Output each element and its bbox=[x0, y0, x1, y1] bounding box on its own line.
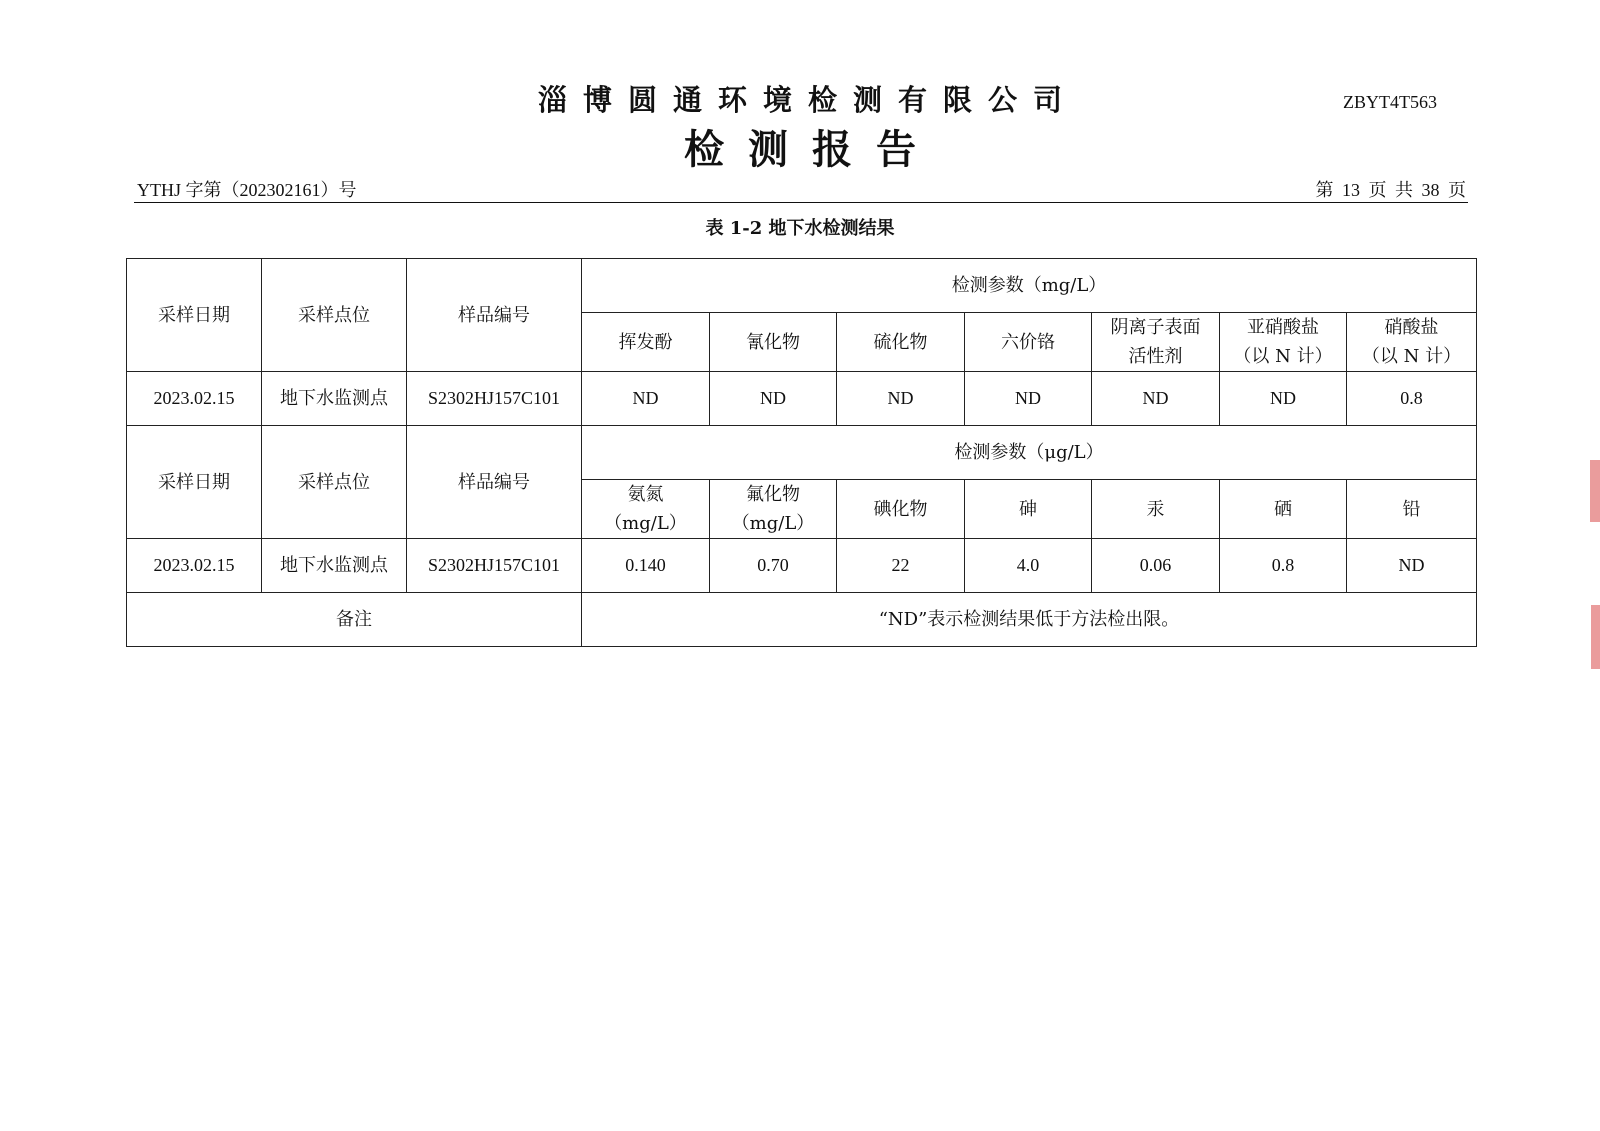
table-row bbox=[127, 539, 1477, 593]
remarks-row bbox=[127, 593, 1477, 647]
sampling-date: 2023.02.15 bbox=[127, 372, 262, 426]
parameter-header: 挥发酚 bbox=[582, 313, 710, 372]
parameter-header: 砷 bbox=[965, 480, 1092, 539]
parameter-header: 氨氮 （mg/L） bbox=[582, 480, 710, 539]
header-sample-number: 样品编号 bbox=[407, 426, 582, 539]
header-sampling-date: 采样日期 bbox=[127, 426, 262, 539]
remarks-text: “ND”表示检测结果低于方法检出限。 bbox=[582, 593, 1477, 647]
parameter-header: 氰化物 bbox=[710, 313, 837, 372]
result-value: 0.8 bbox=[1220, 539, 1347, 593]
parameter-group-header: 检测参数（mg/L） bbox=[582, 259, 1477, 313]
result-value: ND bbox=[710, 372, 837, 426]
table-header-row bbox=[127, 259, 1477, 313]
table-row bbox=[127, 372, 1477, 426]
sampling-site: 地下水监测点 bbox=[262, 372, 407, 426]
result-value: 0.8 bbox=[1347, 372, 1477, 426]
report-code: ZBYT4T563 bbox=[1343, 92, 1437, 112]
parameter-header: 亚硝酸盐 （以 N 计） bbox=[1220, 313, 1347, 372]
groundwater-results-table bbox=[126, 258, 1477, 647]
result-value: 22 bbox=[837, 539, 965, 593]
result-value: 4.0 bbox=[965, 539, 1092, 593]
result-value: ND bbox=[837, 372, 965, 426]
parameter-header: 碘化物 bbox=[837, 480, 965, 539]
result-value: 0.06 bbox=[1092, 539, 1220, 593]
page-number: 第 13 页 共 38 页 bbox=[1315, 180, 1466, 200]
seal-stamp-fragment bbox=[1591, 605, 1600, 669]
result-value: 0.140 bbox=[582, 539, 710, 593]
result-value: 0.70 bbox=[710, 539, 837, 593]
company-name: 淄博圆通环境检测有限公司 bbox=[537, 83, 1078, 117]
result-value: ND bbox=[965, 372, 1092, 426]
sampling-date: 2023.02.15 bbox=[127, 539, 262, 593]
result-value: ND bbox=[1092, 372, 1220, 426]
header-sample-number: 样品编号 bbox=[407, 259, 582, 372]
table-caption: 表 1-2 地下水检测结果 bbox=[705, 218, 895, 239]
sample-number: S2302HJ157C101 bbox=[407, 372, 582, 426]
parameter-header: 氟化物 （mg/L） bbox=[710, 480, 837, 539]
parameter-header: 阴离子表面 活性剂 bbox=[1092, 313, 1220, 372]
result-value: ND bbox=[1347, 539, 1477, 593]
parameter-header: 六价铬 bbox=[965, 313, 1092, 372]
report-title: 检测报告 bbox=[684, 126, 940, 173]
parameter-header: 铅 bbox=[1347, 480, 1477, 539]
remarks-label: 备注 bbox=[127, 593, 582, 647]
table-header-row bbox=[127, 426, 1477, 480]
header-sampling-site: 采样点位 bbox=[262, 259, 407, 372]
result-value: ND bbox=[582, 372, 710, 426]
parameter-header: 硝酸盐 （以 N 计） bbox=[1347, 313, 1477, 372]
document-number: YTHJ 字第（202302161）号 bbox=[137, 180, 357, 200]
result-value: ND bbox=[1220, 372, 1347, 426]
header-divider bbox=[134, 202, 1468, 203]
sampling-site: 地下水监测点 bbox=[262, 539, 407, 593]
seal-stamp-fragment bbox=[1590, 460, 1600, 522]
parameter-header: 硒 bbox=[1220, 480, 1347, 539]
header-sampling-date: 采样日期 bbox=[127, 259, 262, 372]
parameter-header: 硫化物 bbox=[837, 313, 965, 372]
parameter-header: 汞 bbox=[1092, 480, 1220, 539]
header-sampling-site: 采样点位 bbox=[262, 426, 407, 539]
sample-number: S2302HJ157C101 bbox=[407, 539, 582, 593]
parameter-group-header: 检测参数（μg/L） bbox=[582, 426, 1477, 480]
